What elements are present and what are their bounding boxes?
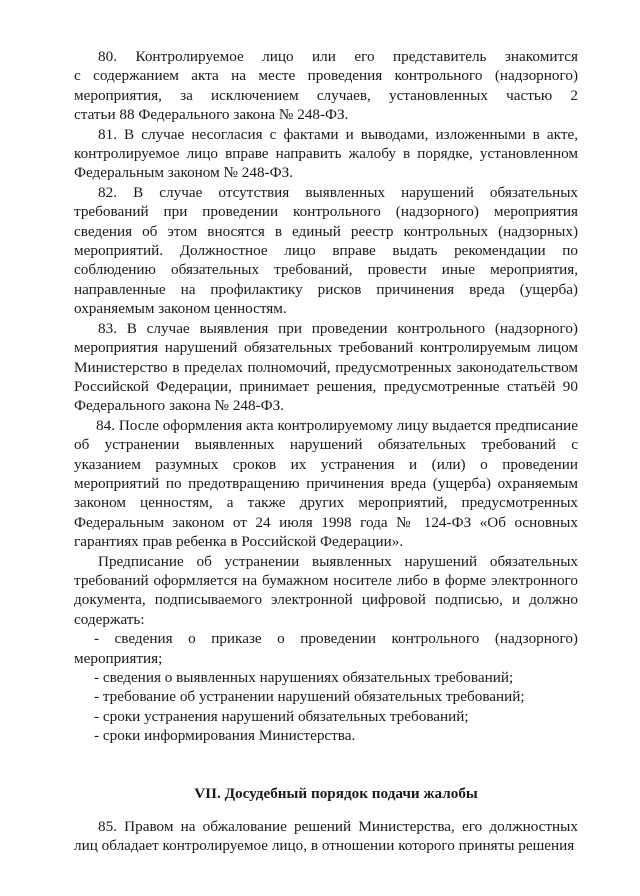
paragraph-80-line-1: 80. Контролируемое лицо или его представитель знакомится [98, 48, 578, 65]
paragraph-82: 82. В случае отсутствия выявленных нарушений обязательных требований при проведении контрольного (надзорного) мероприятия сведения об этом вносятся в единый реестр контрольных (надзорных) мероприятий. Должностное лицо вправе выдать рекомендации по соблюдению обязательных требований, провести иные мероприятия, направленные на профилактику рисков причинения вреда (ущерба) охраняемым законом ценностям. [74, 183, 578, 318]
paragraph-83: 83. В случае выявления при проведении контрольного (надзорного) мероприятия нарушений обязательных требований контролируемым лицом Министерство в пределах полномочий, предусмотренных законодательством Российской Федерации, принимает решения, предусмотренные статьёй 90 Федерального закона № 248-ФЗ. [74, 319, 578, 415]
paragraph-85: 85. Правом на обжалование решений Министерства, его должностных лиц обладает контролируемое лицо, в отношении которого приняты решения [74, 818, 578, 855]
paragraph-84-prescription: Предписание об устранении выявленных нарушений обязательных требований оформляется на бумажном носителе либо в форме электронного документа, подписываемого электронной цифровой подписью, и должно содержать: [74, 552, 578, 628]
paragraph-80-line-4: статьи 88 Федерального закона № 248-ФЗ. [74, 106, 349, 124]
section-heading: VII. Досудебный порядок подачи жалобы [194, 784, 478, 802]
paragraph-80-line-2: с содержанием акта на месте проведения контрольного (надзорного) [74, 67, 578, 85]
list-item: - сведения о выявленных нарушениях обязательных требований; [94, 669, 514, 686]
paragraph-80-line-3: мероприятия, за исключением случаев, установленных частью 2 [74, 86, 578, 104]
list-item: - сведения о приказе о проведении контрольного (надзорного) мероприятия; [74, 630, 578, 667]
paragraph-84: 84. После оформления акта контролируемому лицу выдается предписание об устранении выявленных нарушений обязательных требований с указанием разумных сроков их устранения и (или) о проведении мероприятий по предотвращению причинения вреда (ущерба) охраняемым законом ценностям, а также других мероприятий, предусмотренных Федеральным законом от 24 июля 1998 года № 124-ФЗ «Об основных гарантиях прав ребенка в Российской Федерации». [74, 416, 578, 551]
list-item: - сроки устранения нарушений обязательных требований; [94, 707, 469, 725]
paragraph-81: 81. В случае несогласия с фактами и выводами, изложенными в акте, контролируемое лицо вправе направить жалобу в порядке, установленном Федеральным законом № 248-ФЗ. [74, 125, 578, 182]
document-body [74, 47, 578, 856]
list-item: - требование об устранении нарушений обязательных требований; [94, 688, 525, 706]
list-item: - сроки информирования Министерства. [94, 727, 356, 745]
